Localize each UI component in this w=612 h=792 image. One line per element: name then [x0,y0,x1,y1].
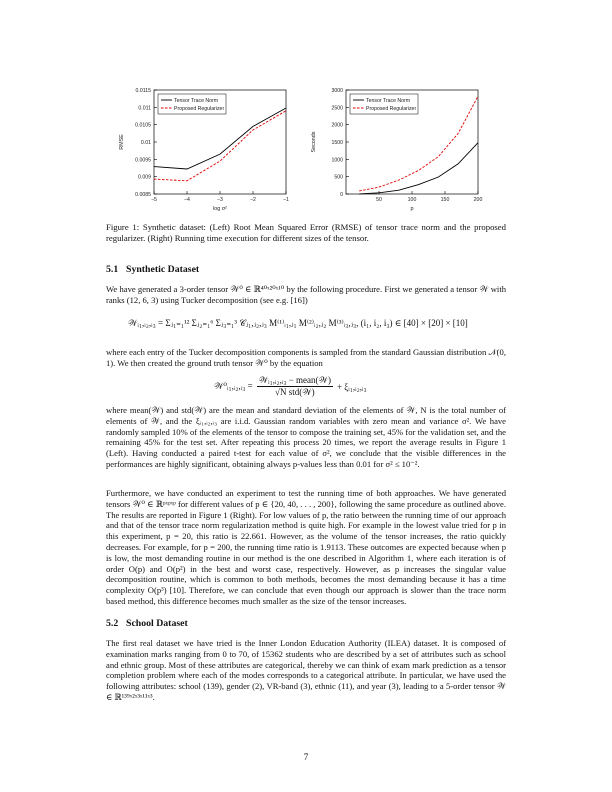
paragraph: We have generated a 3-order tensor 𝒲⁰ ∈ ℝ⁴⁰ˣ²⁰ˣ¹⁰ by the following procedure. First we generated a tensor 𝒲 with ranks (12, 6, 3) using Tucker decomposition (see e.g. [16]) [106,284,506,305]
y-tick-label: 0.011 [138,105,151,112]
equation-numerator: 𝒲ᵢ₁,ᵢ₂,ᵢ₃ − mean(𝒲) [258,375,331,385]
legend-label: Tensor Trace Norm [366,98,411,104]
y-tick-label: 0 [340,192,343,198]
section-title: Synthetic Dataset [126,264,200,275]
x-tick-label: 150 [440,197,450,203]
y-tick-label: 0.0105 [135,122,151,129]
y-tick-label: 500 [334,174,343,181]
figure-caption [106,222,506,244]
y-tick-label: 2000 [331,122,343,129]
y-tick-label: 0.0095 [135,157,151,164]
y-axis-label: RMSE [119,134,125,150]
series-line [154,108,286,169]
chart-rmse [110,84,295,216]
y-tick-label: 0.01 [140,140,151,146]
y-tick-label: 0.0085 [135,192,151,198]
series-line [154,111,286,181]
y-tick-label: 0.0115 [135,88,151,94]
x-tick-label: 200 [473,197,483,203]
x-tick-label: 50 [376,197,382,203]
paragraph: The first real dataset we have tried is the Inner London Education Authority (ILEA) dataset. It is composed of examination marks ranging from 0 to 70, of 15362 students who are described by a set of attributes such as school and ethnic group. Most of these attributes are categorical, thereby we can think of exam mark prediction as a tensor completion problem where each of the modes corresponds to a categorical attribute. In particular, we have used the following attributes: school (139), gender (2), VR-band (3), ethnic (11), and year (3), leading to a 5-order tensor 𝒲 ∈ ℝ¹³⁹ˣ²ˣ³ˣ¹¹ˣ³. [106,638,506,702]
runtime-chart-svg [302,84,487,216]
y-tick-label: 3000 [331,88,343,94]
paragraph: Furthermore, we have conducted an experiment to test the running time of both approaches. We have generated tensors 𝒲⁰ ∈ ℝᵖˣᵖˣᵖ for different values of p ∈ {20, 40, . . . , 200}, following the same procedure as outlined above. The results are reported in Figure 1 (Right). For low values of p, the ratio between the running time of our approach and that of the tensor trace norm regularization method is quite high. For example in the lowest value tried for p in this experiment, p = 20, this ratio is 22.661. However, as the volume of the tensor increases, the ratio quickly decreases. For example, for p = 200, the running time ratio is 1.9113. These outcomes are expected because when p is low, the most demanding routine in our method is the one described in Algorithm 1, where each iteration is of order O(p) and O(p²) in the best and worst case, respectively. However, as p increases the singular value decomposition routine, which is common to both methods, becomes the most demanding because it has a time complexity O(p³) [10]. Therefore, we can conclude that even though our approach is slower than the trace norm based method, this difference becomes much smaller as the size of the tensor increases. [106,488,506,606]
x-axis-label: log σ² [213,206,227,212]
y-tick-label: 0.009 [138,174,151,181]
paragraph: where each entry of the Tucker decomposition components is sampled from the standard Gaussian distribution 𝒩(0, 1). We then created the ground truth tensor 𝒲⁰ by the equation [106,347,506,368]
y-tick-label: 2500 [331,105,343,112]
equation-lhs: 𝒲⁰ᵢ₁,ᵢ₂,ᵢ₃ = [214,381,253,391]
equation-rhs: + ξᵢ₁,ᵢ₂,ᵢ₃ [336,381,367,392]
x-tick-label: −4 [184,197,190,203]
x-tick-label: −5 [151,197,157,203]
chart-running-time [302,84,487,216]
equation-fraction [257,375,333,398]
x-tick-label: −3 [217,197,223,203]
paragraph: where mean(𝒲) and std(𝒲) are the mean and standard deviation of the elements of 𝒲, N is the total number of elements of 𝒲, and the ξᵢ₁,ᵢ₂,ᵢ₃ are i.i.d. Gaussian random variables with zero mean and variance σ². We have randomly sampled 10% of the elements of the tensor to compose the training set, 45% for the validation set, and the remaining 45% for the test set. After repeating this process 20 times, we report the average results in Figure 1 (Left). Having conducted a paired t-test for each value of σ², we conclude that the visible differences in the performances are highly significant, obtaining always p-values less than 0.01 for σ² ≤ 10⁻². [106,405,506,469]
section-number: 5.2 [106,618,119,629]
legend-label: Proposed Regularizer [174,106,225,112]
x-axis-label: p [410,206,414,212]
x-tick-label: 100 [407,197,417,203]
legend-label: Tensor Trace Norm [174,98,219,104]
section-title: School Dataset [126,618,188,629]
equation-tucker: 𝒲ᵢ₁,ᵢ₂,ᵢ₃ = Σⱼ₁₌₁¹² Σⱼ₂₌₁⁶ Σⱼ₃₌₁³ 𝒞ⱼ₁,ⱼ₂,ⱼ₃ M⁽¹⁾ᵢ₁,ⱼ₁ M⁽²⁾ᵢ₂,ⱼ₂ M⁽³⁾ᵢ₃,ⱼ₃, (i₁, i₂, i₃) ∈ [40] × [20] × [10] [128,318,468,328]
rmse-chart-svg [110,84,295,216]
y-tick-label: 1000 [331,157,343,164]
equation-ground-truth [214,375,367,398]
x-tick-label: −1 [283,197,289,203]
legend-label: Proposed Regularizer [366,106,417,112]
section-number: 5.1 [106,264,119,275]
series-line [359,143,478,194]
caption-text: Synthetic dataset: (Left) Root Mean Squared Error (RMSE) of tensor trace norm and the proposed regularizer. (Right) Running time execution for different sizes of the tensor. [106,222,506,243]
section-heading-5-2 [106,618,188,629]
y-tick-label: 1500 [331,140,343,146]
x-tick-label: −2 [250,197,256,203]
y-axis-label: Seconds [311,131,317,153]
page-number: 7 [303,752,309,762]
section-heading-5-1 [106,264,199,275]
caption-label: Figure 1: [106,222,140,232]
equation-denominator: √N std(𝒲) [275,387,315,397]
